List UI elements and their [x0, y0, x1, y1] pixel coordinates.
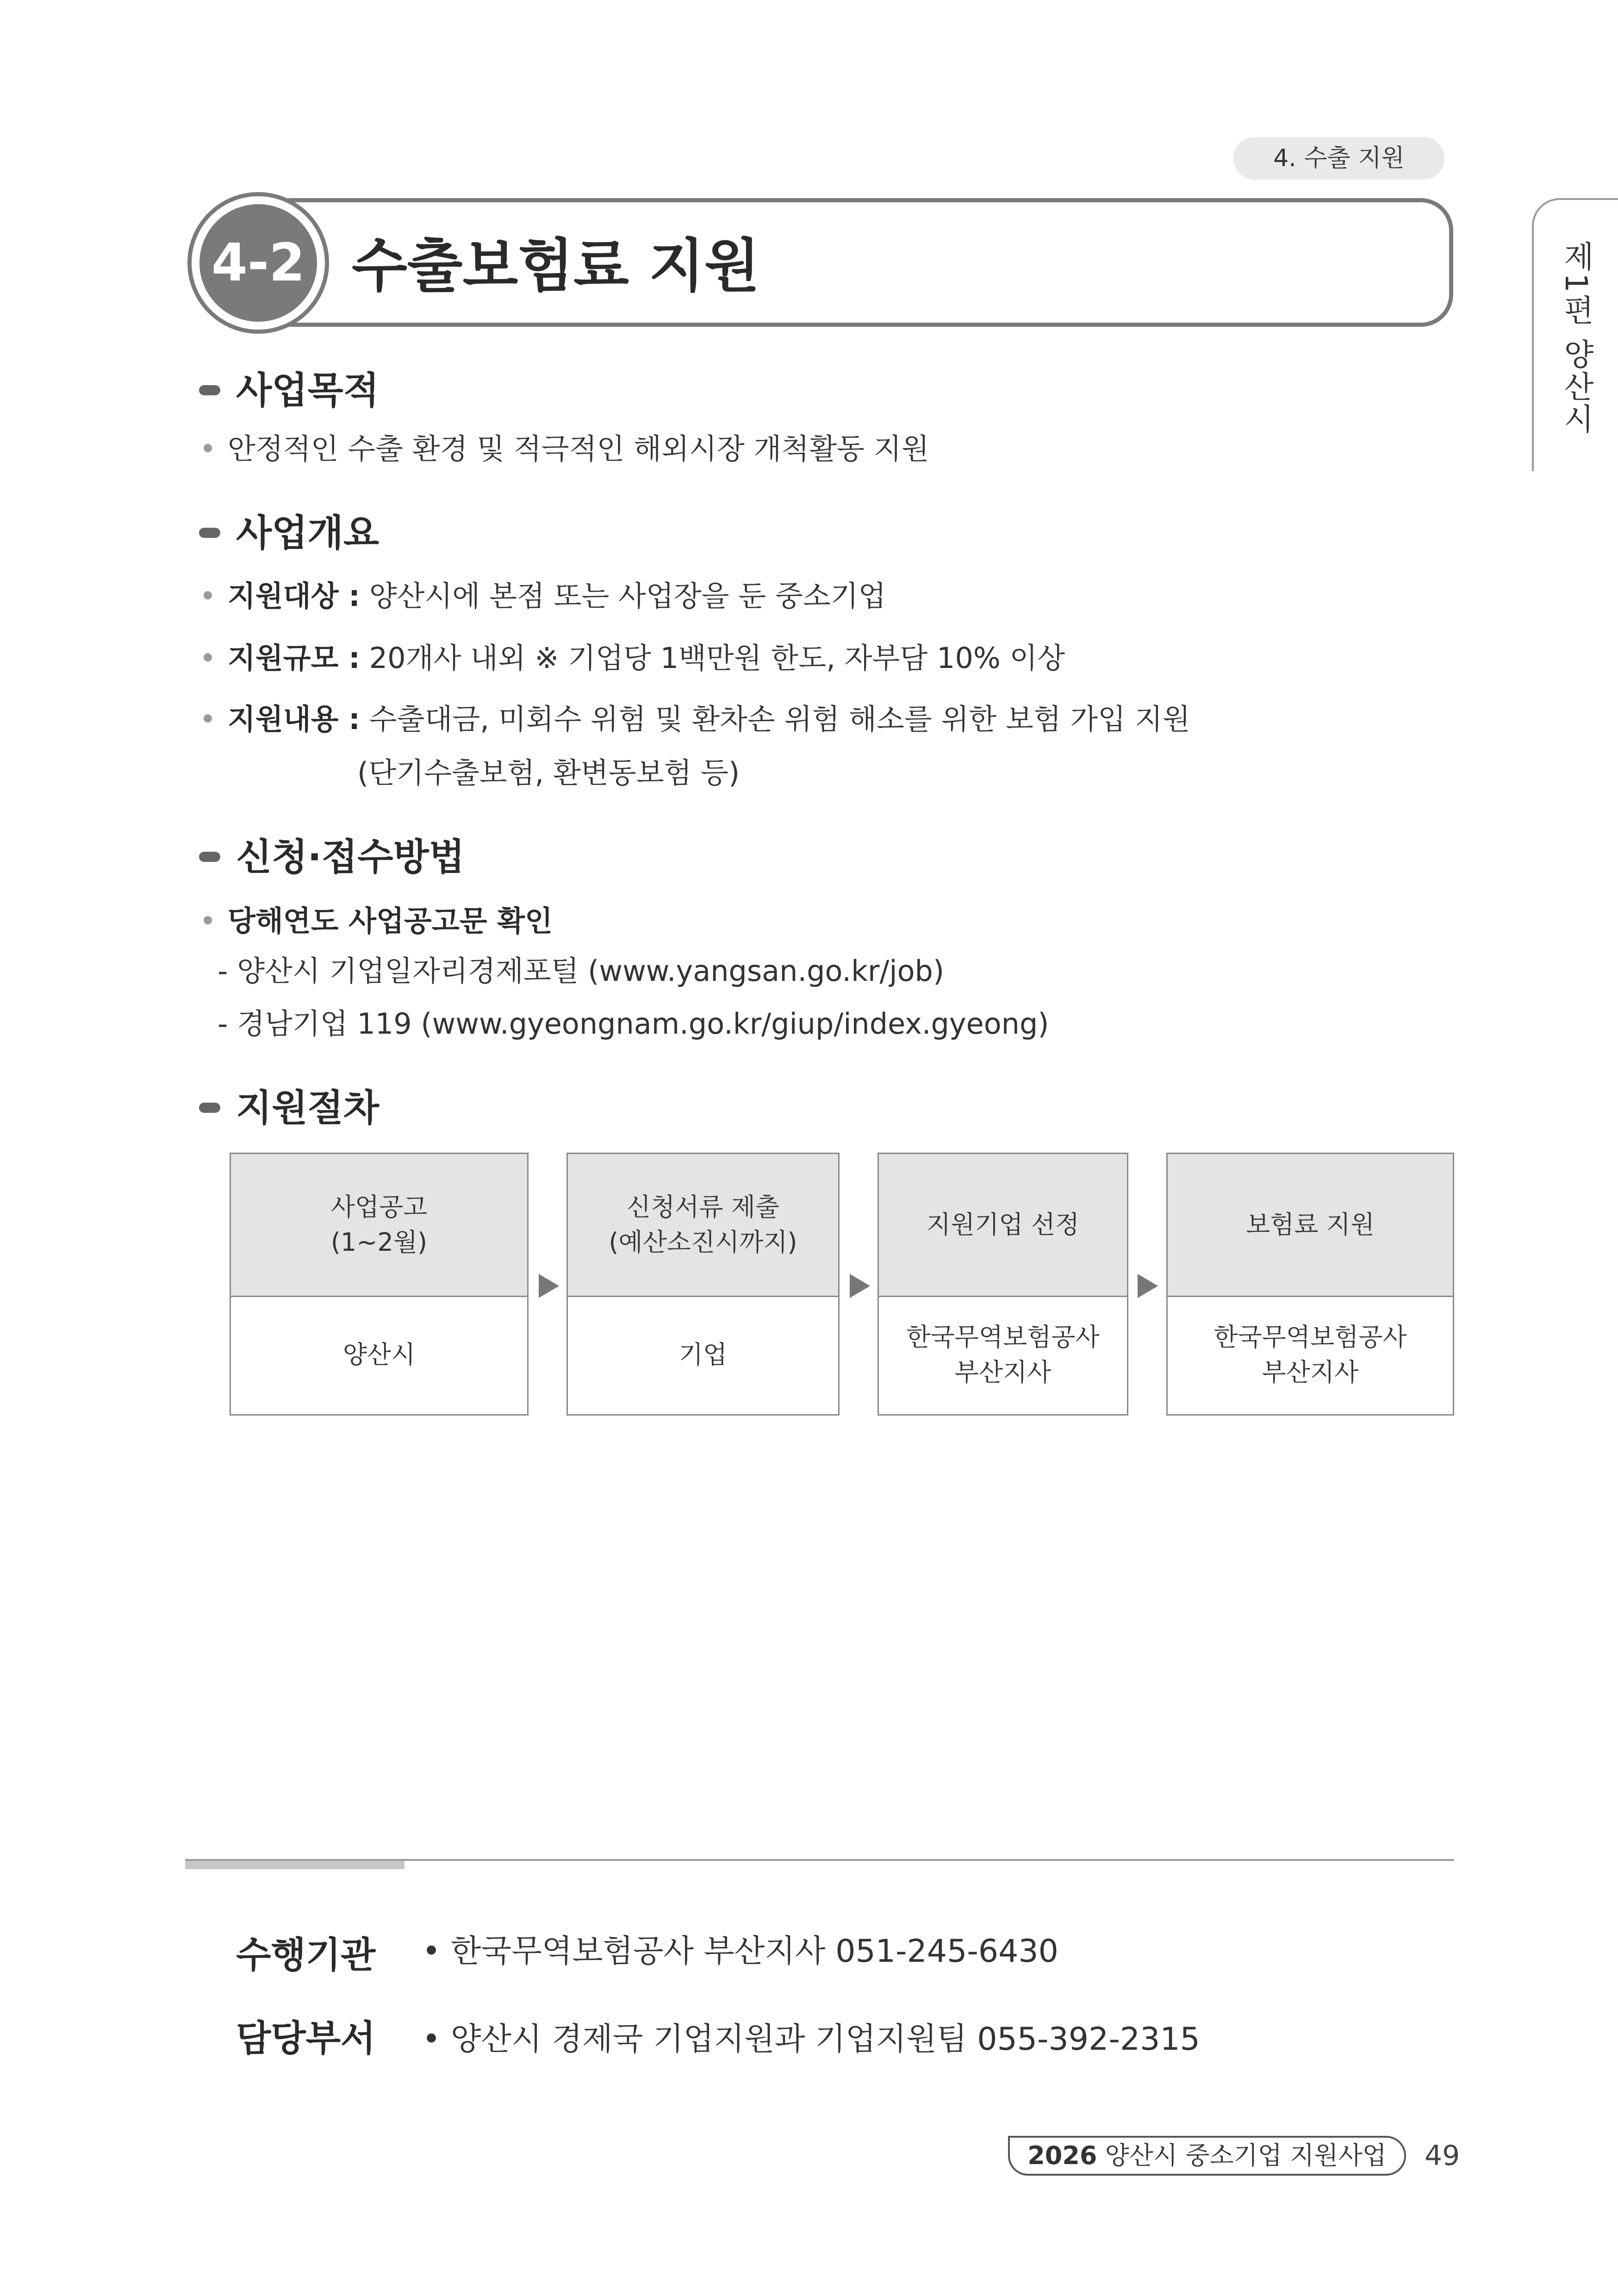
section-marker-icon: [199, 1103, 220, 1113]
application-bullet-text: 당해연도 사업공고문 확인: [228, 904, 553, 938]
step-title: [1168, 1154, 1453, 1297]
step-agent: [231, 1296, 527, 1414]
overview-item-scale: [204, 639, 1065, 678]
step-agent: [568, 1296, 838, 1414]
divider-accent: [185, 1861, 404, 1869]
overview-label: 지원규모 :: [228, 641, 360, 675]
application-heading-text: 신청·접수방법: [236, 836, 465, 879]
bullet-icon: [204, 714, 212, 723]
bullet-icon: [204, 444, 212, 452]
footer-year: 2026: [1027, 2141, 1097, 2170]
purpose-text: 안정적인 수출 환경 및 적극적인 해외시장 개척활동 지원: [228, 432, 929, 466]
procedure-heading-text: 지원절차: [236, 1086, 380, 1129]
step-agent-line: 기업: [678, 1340, 728, 1369]
bullet-icon: [204, 916, 212, 924]
application-sub-item: - 양산시 기업일자리경제포털 (www.yangsan.go.kr/job): [218, 954, 945, 988]
procedure-step: [230, 1153, 529, 1416]
page-title: 수출보험료 지원: [352, 233, 760, 299]
overview-heading-text: 사업개요: [236, 512, 380, 555]
overview-text: 수출대금, 미회수 위험 및 환차손 위험 해소를 위한 보험 가입 지원: [369, 702, 1190, 736]
step-agent-line: 부산지사: [954, 1358, 1052, 1387]
step-title-line: 지원기업 선정: [926, 1210, 1080, 1239]
arrow-right-icon: [1138, 1274, 1158, 1298]
agency-label: 수행기관: [236, 1934, 376, 1976]
purpose-line: [204, 430, 929, 468]
publication-footer: [1008, 2136, 1406, 2176]
application-bullet: [204, 902, 553, 941]
step-agent-line: 양산시: [342, 1340, 416, 1369]
step-agent-line: 한국무역보험공사: [1214, 1323, 1407, 1352]
procedure-step: [877, 1153, 1128, 1416]
step-title-line: 신청서류 제출: [626, 1192, 780, 1222]
purpose-heading: [199, 368, 379, 414]
step-agent: [1168, 1296, 1453, 1414]
step-title-line: (1~2월): [330, 1228, 428, 1257]
footer-publication: 양산시 중소기업 지원사업: [1105, 2141, 1387, 2170]
bullet-icon: [204, 591, 212, 599]
overview-label: 지원내용 :: [228, 702, 360, 736]
bullet-icon: [204, 653, 212, 661]
side-tab-label: 제1편 양산시: [1558, 241, 1594, 436]
page-number: 49: [1425, 2140, 1460, 2172]
step-agent-line: 부산지사: [1262, 1358, 1359, 1387]
overview-text: 20개사 내외 ※ 기업당 1백만원 한도, 자부담 10% 이상: [369, 641, 1065, 675]
step-title-line: 사업공고: [330, 1192, 428, 1222]
overview-text: 양산시에 본점 또는 사업장을 둔 중소기업: [369, 579, 886, 613]
department-label: 담당부서: [236, 2018, 376, 2059]
overview-item-content-continuation: (단기수출보험, 환변동보험 등): [357, 756, 740, 790]
application-heading: [199, 834, 465, 880]
arrow-right-icon: [539, 1274, 559, 1298]
overview-item-target: [204, 577, 886, 616]
section-number: 4-2: [199, 204, 317, 322]
section-marker-icon: [199, 852, 220, 862]
step-title: [568, 1154, 838, 1297]
procedure-step: [566, 1153, 840, 1416]
step-title: [879, 1154, 1127, 1297]
section-marker-icon: [199, 528, 220, 538]
step-title-line: 보험료 지원: [1246, 1210, 1375, 1239]
procedure-heading: [199, 1085, 379, 1131]
section-marker-icon: [199, 385, 220, 395]
department-value: • 양산시 경제국 기업지원과 기업지원팀 055-392-2315: [422, 2021, 1200, 2058]
arrow-right-icon: [850, 1274, 870, 1298]
procedure-step: [1166, 1153, 1454, 1416]
step-agent-line: 한국무역보험공사: [906, 1323, 1100, 1352]
purpose-heading-text: 사업목적: [236, 369, 380, 412]
overview-item-content: [204, 700, 1190, 739]
category-badge: 4. 수출 지원: [1233, 137, 1444, 180]
overview-heading: [199, 510, 379, 556]
step-title: [231, 1154, 527, 1297]
overview-label: 지원대상 :: [228, 579, 360, 613]
step-title-line: (예산소진시까지): [609, 1228, 797, 1257]
application-sub-item: - 경남기업 119 (www.gyeongnam.go.kr/giup/index.gyeong): [218, 1007, 1049, 1041]
step-agent: [879, 1296, 1127, 1414]
agency-value: • 한국무역보험공사 부산지사 051-245-6430: [422, 1933, 1058, 1970]
